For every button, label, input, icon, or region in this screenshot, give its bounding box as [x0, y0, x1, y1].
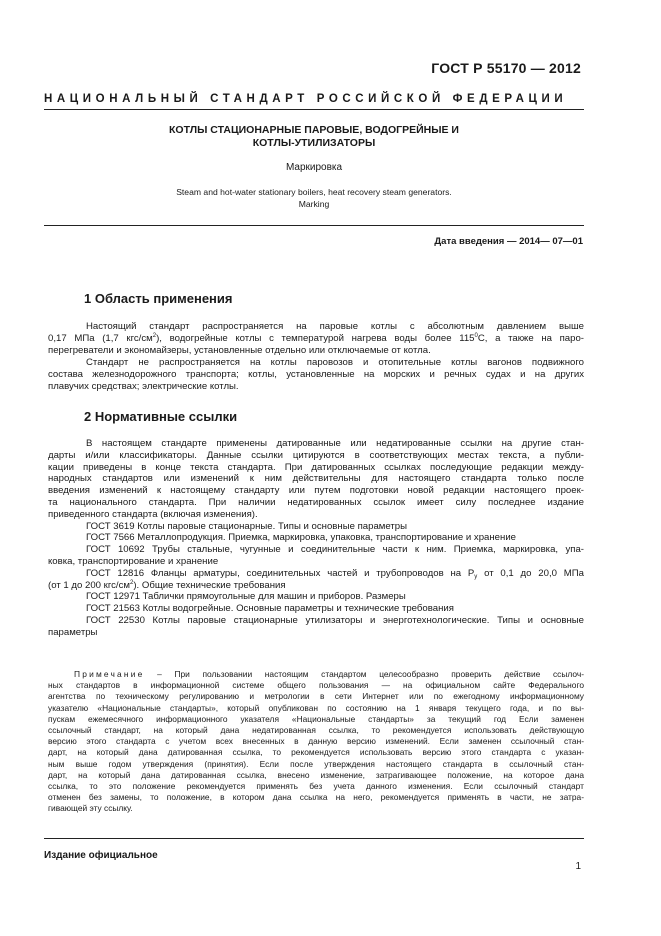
text-line: кации приведены в конце текста стандарта. При датированных ссылках последующие редакции между- [48, 461, 584, 473]
document-subtitle: Маркировка [285, 162, 343, 173]
english-title [44, 186, 584, 210]
note-line: ссылочный стандарт, на который дана недатированная ссылка, то рекомендуется использовать действующую [48, 725, 584, 736]
reference-item-continued: ковка, транспортирование и хранение [48, 555, 219, 567]
note-line: версию этого стандарта с учетом всех внесенных в данную версию изменений. Если заменен ссылочный стан- [48, 736, 584, 747]
note-line: гивающей эту ссылку. [48, 803, 133, 814]
note-line: ссылка, то это положение рекомендуется применять без учета данного изменения. Если ссылочный стандарт [48, 781, 584, 792]
introduction-date: Дата введения — 2014— 07—01 [434, 236, 583, 247]
text-fragment: ГОСТ 12816 Фланцы арматуры, соединительных частей и трубопроводов на Р [86, 567, 475, 579]
note-line: ным выше годом утверждения (принятия). Если после утверждения настоящего стандарта в ссылочный стан- [48, 758, 584, 769]
note-line: указателю «Национальные стандарты», который опубликован по состоянию на 1 января текущего года, и по вы- [48, 702, 584, 713]
superscript: 2 [130, 579, 134, 586]
text-fragment: (от 1 до 200 кгс/см [48, 579, 130, 591]
text-fragment: 0,17 МПа (1,7 кгс/см [48, 332, 153, 344]
text-fragment: ), водогрейные котлы с температурой нагрева воды более 115 [156, 332, 475, 344]
subscript: у [474, 573, 478, 580]
english-title-line-1: Steam and hot-water stationary boilers, heat recovery steam generators. [176, 187, 452, 197]
text-line: плавучих средствах; электрические котлы. [48, 380, 239, 392]
text-line: Стандарт не распространяется на котлы паровозов и отопительные котлы вагонов подвижного [86, 357, 584, 368]
footer-rule [44, 838, 584, 839]
reference-item [48, 568, 584, 580]
title-line-2: КОТЛЫ-УТИЛИЗАТОРЫ [252, 137, 376, 149]
text-line: В настоящем стандарте применены датированные или недатированные ссылки на другие стан- [86, 438, 584, 449]
english-title-line-2: Marking [298, 199, 330, 209]
note-label: Примечание [74, 669, 145, 679]
section-1-heading: 1 Область применения [84, 291, 233, 306]
text-line: та национального стандарта. При наличии недатированных ссылок имеет силу последнее издание [48, 496, 584, 508]
reference-item-continued [48, 580, 584, 592]
note-block [48, 669, 584, 815]
section-1-paragraph-1 [48, 321, 584, 356]
reference-item: ГОСТ 10692 Трубы стальные, чугунные и соединительные части к ним. Приемка, маркировка, упа- [86, 544, 584, 556]
text-line: введения изменений к настоящему стандарту или путем подготовки новой редакции настоящего проек- [48, 485, 584, 497]
text-fragment: ). Общие технические требования [133, 579, 286, 591]
reference-item: ГОСТ 12971 Таблички прямоугольные для машин и приборов. Размеры [86, 591, 406, 603]
edition-label: Издание официальное [44, 850, 158, 861]
header-rule [44, 109, 584, 110]
reference-item: ГОСТ 22530 Котлы паровые стационарные утилизаторы и энерготехнологические. Типы и основные [86, 614, 584, 626]
title-line-1: КОТЛЫ СТАЦИОНАРНЫЕ ПАРОВЫЕ, ВОДОГРЕЙНЫЕ И [169, 124, 459, 136]
text-line: состава железнодорожного транспорта; котлы, установленные на морских и речных судах и на других [48, 368, 584, 380]
note-line: ных стандартов в информационной системе общего пользования — на официальном сайте Федерального [48, 680, 584, 691]
text-line: народных стандартов или изменений к ним действительны для настоящего стандарта только после [48, 473, 584, 485]
document-number: ГОСТ Р 55170 — 2012 [431, 60, 581, 76]
national-standard-banner: НАЦИОНАЛЬНЫЙ СТАНДАРТ РОССИЙСКОЙ ФЕДЕРАЦИИ [44, 93, 568, 105]
reference-item: ГОСТ 7566 Металлопродукция. Приемка, маркировка, упаковка, транспортирование и хранение [86, 532, 517, 544]
text-fragment: С, а также на паро- [477, 332, 584, 344]
reference-item: ГОСТ 21563 Котлы водогрейные. Основные параметры и технические требования [86, 603, 454, 615]
note-line: дарт, на который дана датированная ссылка, внесено изменение, затрагивающее положение, на которое дана [48, 769, 584, 780]
section-1-paragraph-2 [48, 357, 584, 392]
note-line: пускам ежемесячного информационного указателя «Национальные стандарты» за текущий год Если заменен [48, 713, 584, 724]
note-line [48, 669, 584, 680]
note-line: агентства по техническому регулированию и метрологии в сети Интернет или по ежегодному информационному [48, 691, 584, 702]
text-line [48, 333, 584, 345]
reference-item-continued: параметры [48, 626, 98, 638]
note-line: отменен без замены, то положение, в котором дана ссылка на него, рекомендуется применять в части, не затра- [48, 792, 584, 803]
text-fragment: от 0,1 до 20,0 МПа [477, 567, 584, 579]
text-line: перегреватели и экономайзеры, установленные отдельно или отключаемые от котла. [48, 344, 431, 356]
superscript: 2 [152, 332, 157, 339]
text-fragment: – При пользовании настоящим стандартом целесообразно проверить действие ссылоч- [144, 669, 584, 679]
text-line: Настоящий стандарт распространяется на паровые котлы с абсолютным давлением выше [86, 321, 584, 332]
page-number: 1 [575, 861, 581, 872]
section-2-heading: 2 Нормативные ссылки [84, 409, 238, 424]
reference-item: ГОСТ 3619 Котлы паровые стационарные. Типы и основные параметры [86, 520, 408, 532]
note-line: дарт, на который дана датированная ссылка, то рекомендуется использовать версию этого стандарта с указан- [48, 747, 584, 758]
document-title [44, 124, 584, 150]
section-2-paragraph-1 [48, 438, 584, 639]
superscript: 0 [474, 332, 478, 339]
title-rule [44, 225, 584, 226]
text-line: дарты и/или классификаторы. Данные ссылки цитируются в соответствующих местах текста, а публи- [48, 449, 584, 461]
text-line: приведенного стандарта (включая изменения). [48, 508, 258, 520]
